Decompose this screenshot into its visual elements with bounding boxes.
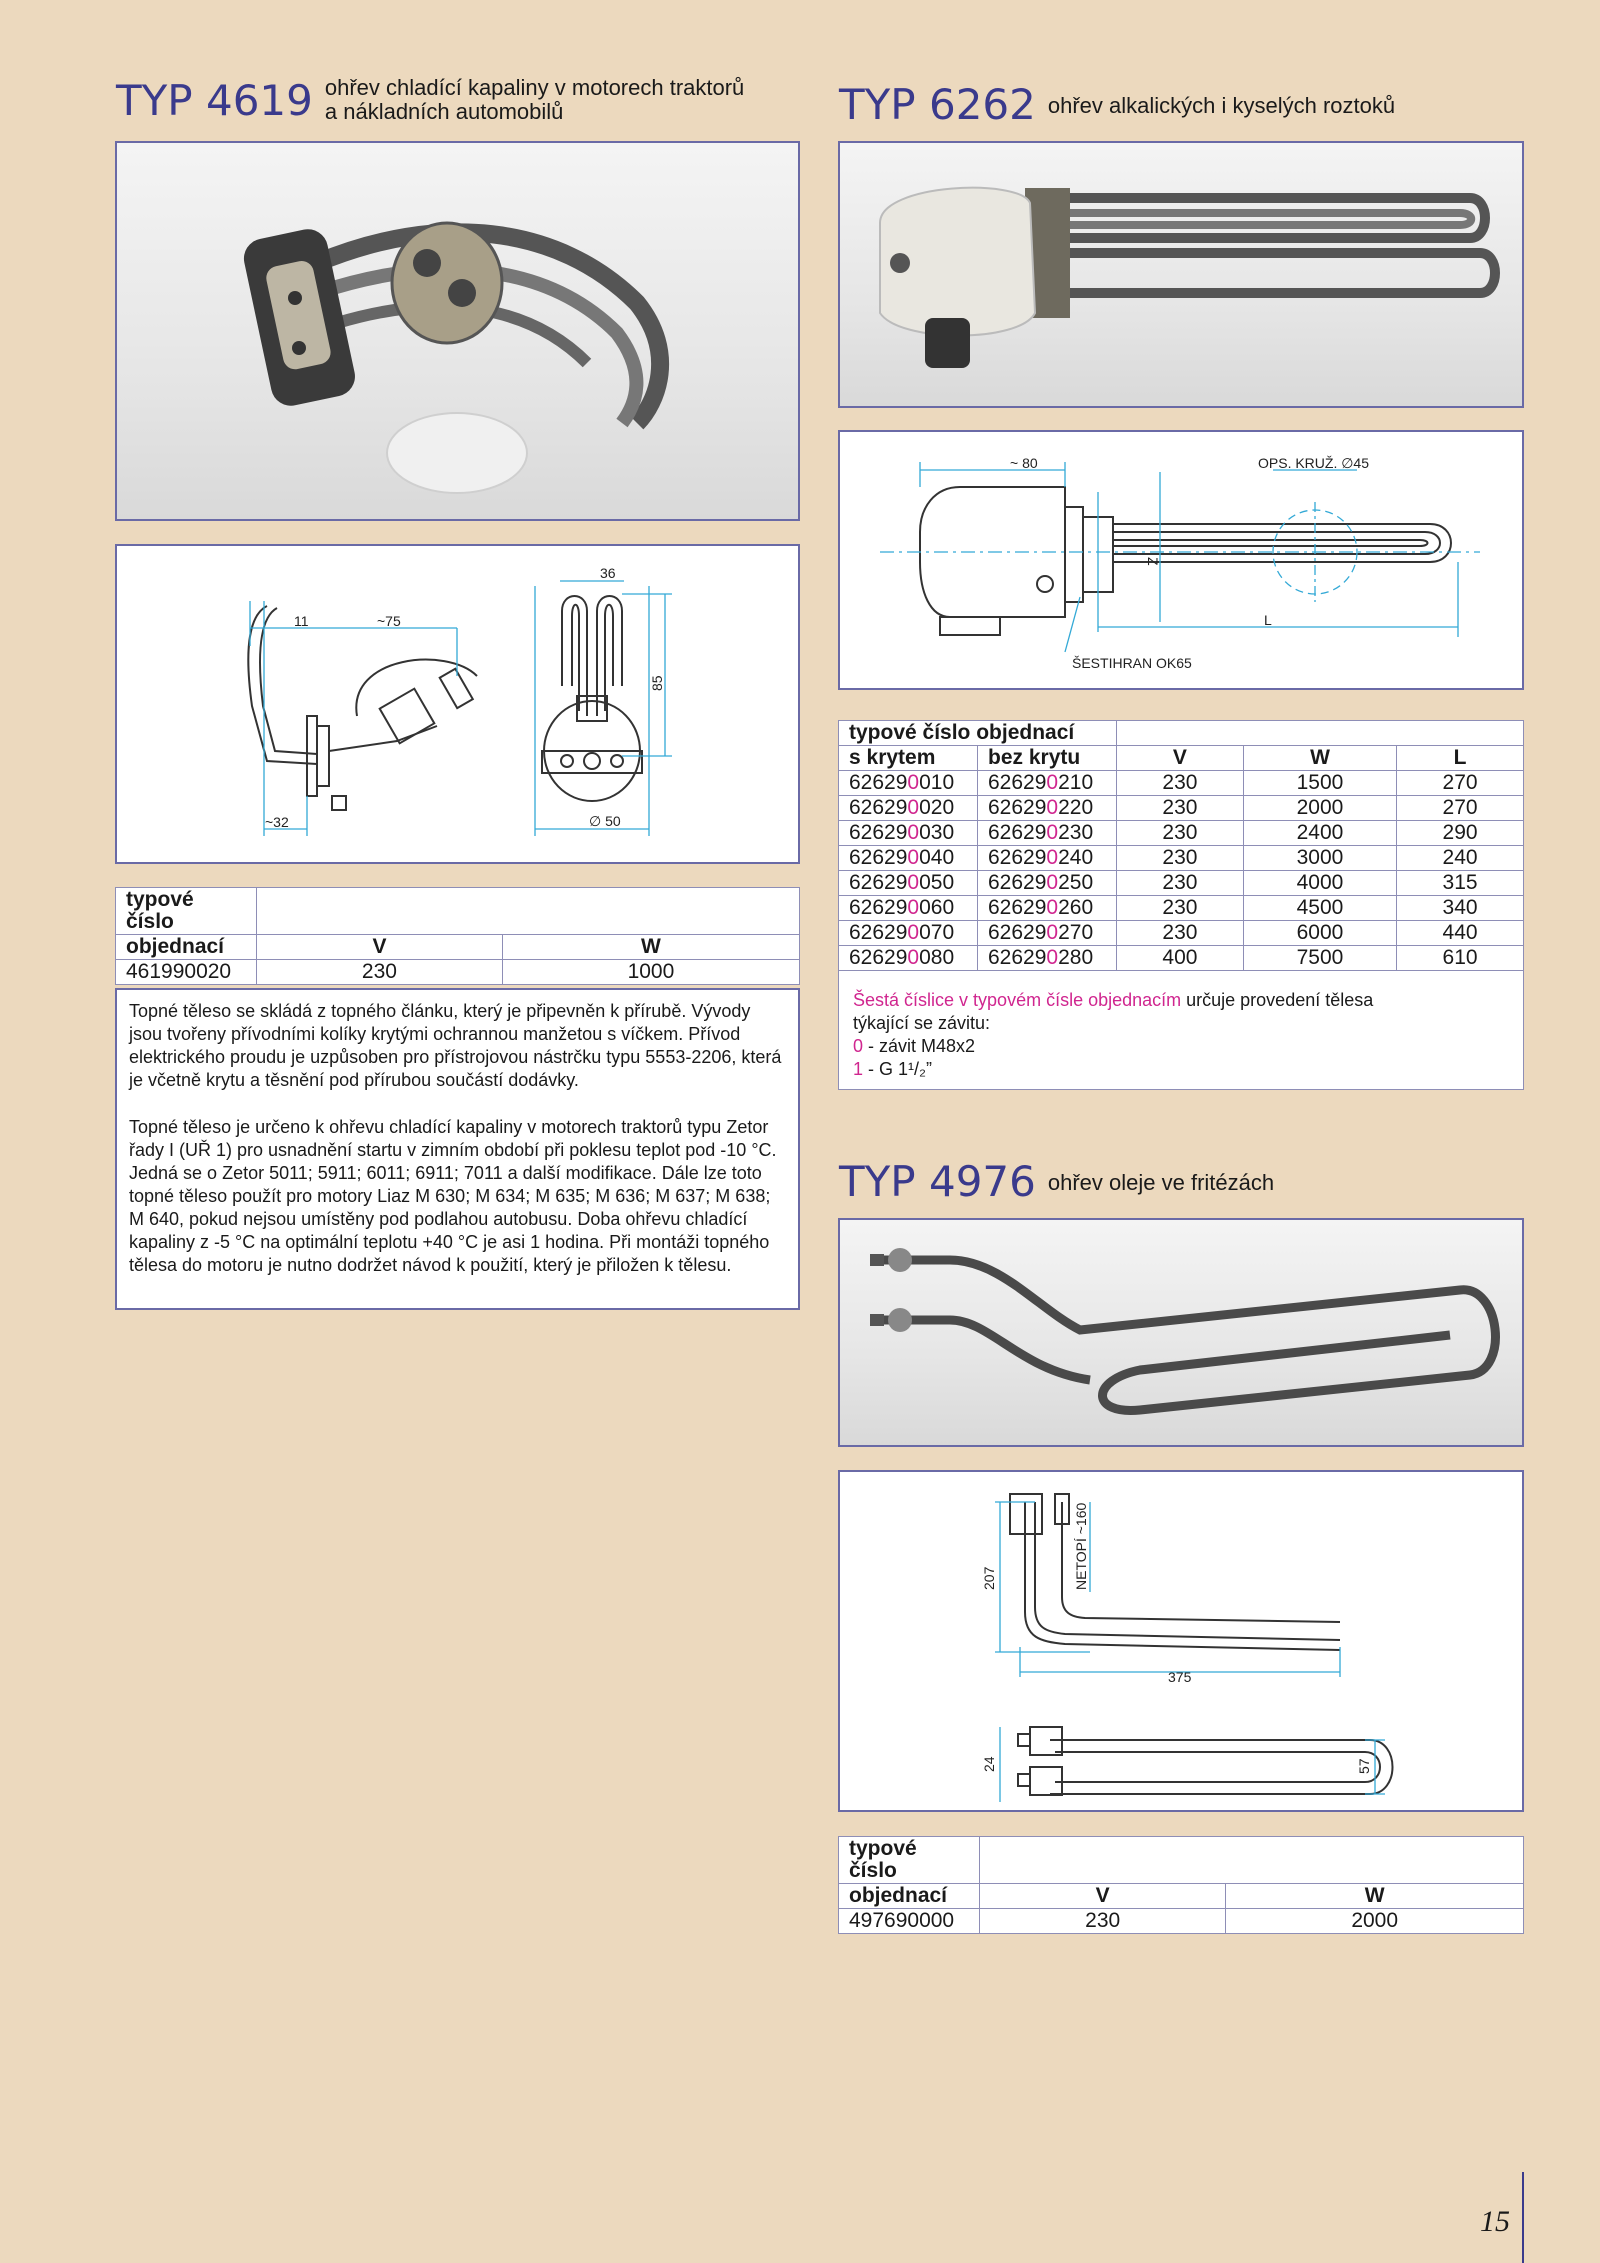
typ6262-th-v: V xyxy=(1117,746,1244,771)
typ6262-th-group: typové číslo objednací xyxy=(839,721,1117,746)
typ4976-dim-207: 207 xyxy=(981,1566,997,1590)
table-row: 626290040 626290240 230 3000 240 xyxy=(839,846,1524,871)
table-row: 461990020 230 1000 xyxy=(116,960,800,985)
typ4619-subtitle: ohřev chladící kapaliny v motorech traktorů a nákladních automobilů xyxy=(324,75,745,124)
typ4619-dim-36: 36 xyxy=(600,565,616,581)
typ4976-code: TYP 4976 xyxy=(839,1157,1036,1206)
typ4619-photo xyxy=(115,141,800,521)
typ6262-note: Šestá číslice v typovém čísle objednacím určuje provedení tělesa týkající se závitu: 0 - závit M48x2 1 - G 1¹/₂” xyxy=(839,971,1524,1090)
typ6262-drawing xyxy=(838,430,1524,690)
typ4619-th-cislo-a: typové číslo xyxy=(116,888,257,935)
typ4619-description xyxy=(115,988,800,1310)
typ4976-subtitle: ohřev oleje ve fritézách xyxy=(1047,1170,1275,1195)
page-number: 15 xyxy=(1480,2205,1510,2238)
typ4976-th-v: V xyxy=(980,1884,1226,1909)
typ6262-th-s-krytem: s krytem xyxy=(839,746,978,771)
typ4976-drawing xyxy=(838,1470,1524,1812)
typ4976-heading xyxy=(839,1159,1274,1205)
typ4619-code: TYP 4619 xyxy=(116,76,313,125)
typ6262-heater-image xyxy=(840,143,1522,406)
typ6262-code: TYP 6262 xyxy=(839,80,1036,129)
typ4976-technical-drawing xyxy=(840,1472,1522,1810)
typ4619-th-cislo-b: objednací xyxy=(116,935,257,960)
typ4619-dim-11: 11 xyxy=(294,613,309,629)
table-row: 626290030 626290230 230 2400 290 xyxy=(839,821,1524,846)
typ6262-subtitle: ohřev alkalických i kyselých roztoků xyxy=(1047,93,1396,118)
typ4976-dim-24: 24 xyxy=(981,1756,997,1772)
typ6262-table xyxy=(838,720,1524,1090)
typ6262-dim-z: Z xyxy=(1145,557,1161,566)
table-row: 626290050 626290250 230 4000 315 xyxy=(839,871,1524,896)
typ4619-drawing xyxy=(115,544,800,864)
typ4619-dim-85: 85 xyxy=(649,675,665,691)
table-row: 626290010 626290210 230 1500 270 xyxy=(839,771,1524,796)
typ4976-dim-netopi: NETOPÍ ~160 xyxy=(1073,1502,1089,1590)
typ4619-dim-50: ∅ 50 xyxy=(589,813,621,829)
typ4619-th-w: W xyxy=(502,935,799,960)
table-row: 626290080 626290280 400 7500 610 xyxy=(839,946,1524,971)
typ6262-dim-kruz: OPS. KRUŽ. ∅45 xyxy=(1258,455,1370,471)
typ4619-th-v: V xyxy=(257,935,503,960)
typ6262-dim-sestihran: ŠESTIHRAN OK65 xyxy=(1072,655,1192,671)
typ4976-heater-image xyxy=(840,1220,1522,1445)
typ4619-dim-32: ~32 xyxy=(265,814,289,830)
table-row: 626290060 626290260 230 4500 340 xyxy=(839,896,1524,921)
typ4619-technical-drawing xyxy=(117,546,798,862)
page-number-rule xyxy=(1522,2172,1524,2263)
table-row: 626290070 626290270 230 6000 440 xyxy=(839,921,1524,946)
typ4976-th-w: W xyxy=(1226,1884,1524,1909)
typ4976-dim-375: 375 xyxy=(1168,1669,1192,1685)
typ6262-table-body xyxy=(839,771,1524,971)
typ6262-heading xyxy=(839,82,1395,128)
typ4976-th-cislo-a: typové číslo xyxy=(839,1837,980,1884)
typ6262-photo xyxy=(838,141,1524,408)
typ4976-dim-57: 57 xyxy=(1356,1758,1372,1774)
typ6262-th-w: W xyxy=(1243,746,1396,771)
typ4619-heater-image xyxy=(117,143,798,519)
typ4619-description-p1: Topné těleso se skládá z topného článku, který je připevněn k přírubě. Vývody jsou tvořeny přívodními kolíky krytými ochrannou manžetou s víčkem. Přívod elektrického proudu je uzpůsoben pro přístrojovou nástrčku typu 5553-2206, která je včetně krytu a těsnění pod přírubou součástí dodávky. xyxy=(129,1001,782,1090)
typ4619-dim-75: ~75 xyxy=(377,613,401,629)
typ6262-technical-drawing xyxy=(840,432,1522,688)
typ6262-th-l: L xyxy=(1397,746,1524,771)
typ4619-heading xyxy=(116,75,745,125)
table-row: 626290020 626290220 230 2000 270 xyxy=(839,796,1524,821)
typ6262-dim-l: L xyxy=(1264,612,1272,628)
typ4976-th-cislo-b: objednací xyxy=(839,1884,980,1909)
typ4976-table xyxy=(838,1836,1524,1934)
typ4619-table xyxy=(115,887,800,985)
table-row: 497690000 230 2000 xyxy=(839,1909,1524,1934)
typ4619-description-p2: Topné těleso je určeno k ohřevu chladící kapaliny v motorech traktorů typu Zetor řady I (UŘ 1) pro usnadnění startu v zimním období při poklesu teplot pod -10 °C. Jedná se o Zetor 5011; 5911; 6011; 6911; 7011 a další modifikace. Dále lze toto topné těleso použít pro motory Liaz M 630; M 634; M 635; M 636; M 637; M 638; M 640, pokud nejsou umístěny pod podlahou autobusu. Doba ohřevu chladící kapaliny z -5 °C na optimální teplotu +40 °C je asi 1 hodina. Při montáži topného tělesa do motoru je nutno dodržet návod k použití, který je přiložen k tělesu. xyxy=(129,1117,777,1275)
typ4976-photo xyxy=(838,1218,1524,1447)
typ6262-th-bez-krytu: bez krytu xyxy=(978,746,1117,771)
typ6262-dim-80: ~ 80 xyxy=(1010,455,1038,471)
